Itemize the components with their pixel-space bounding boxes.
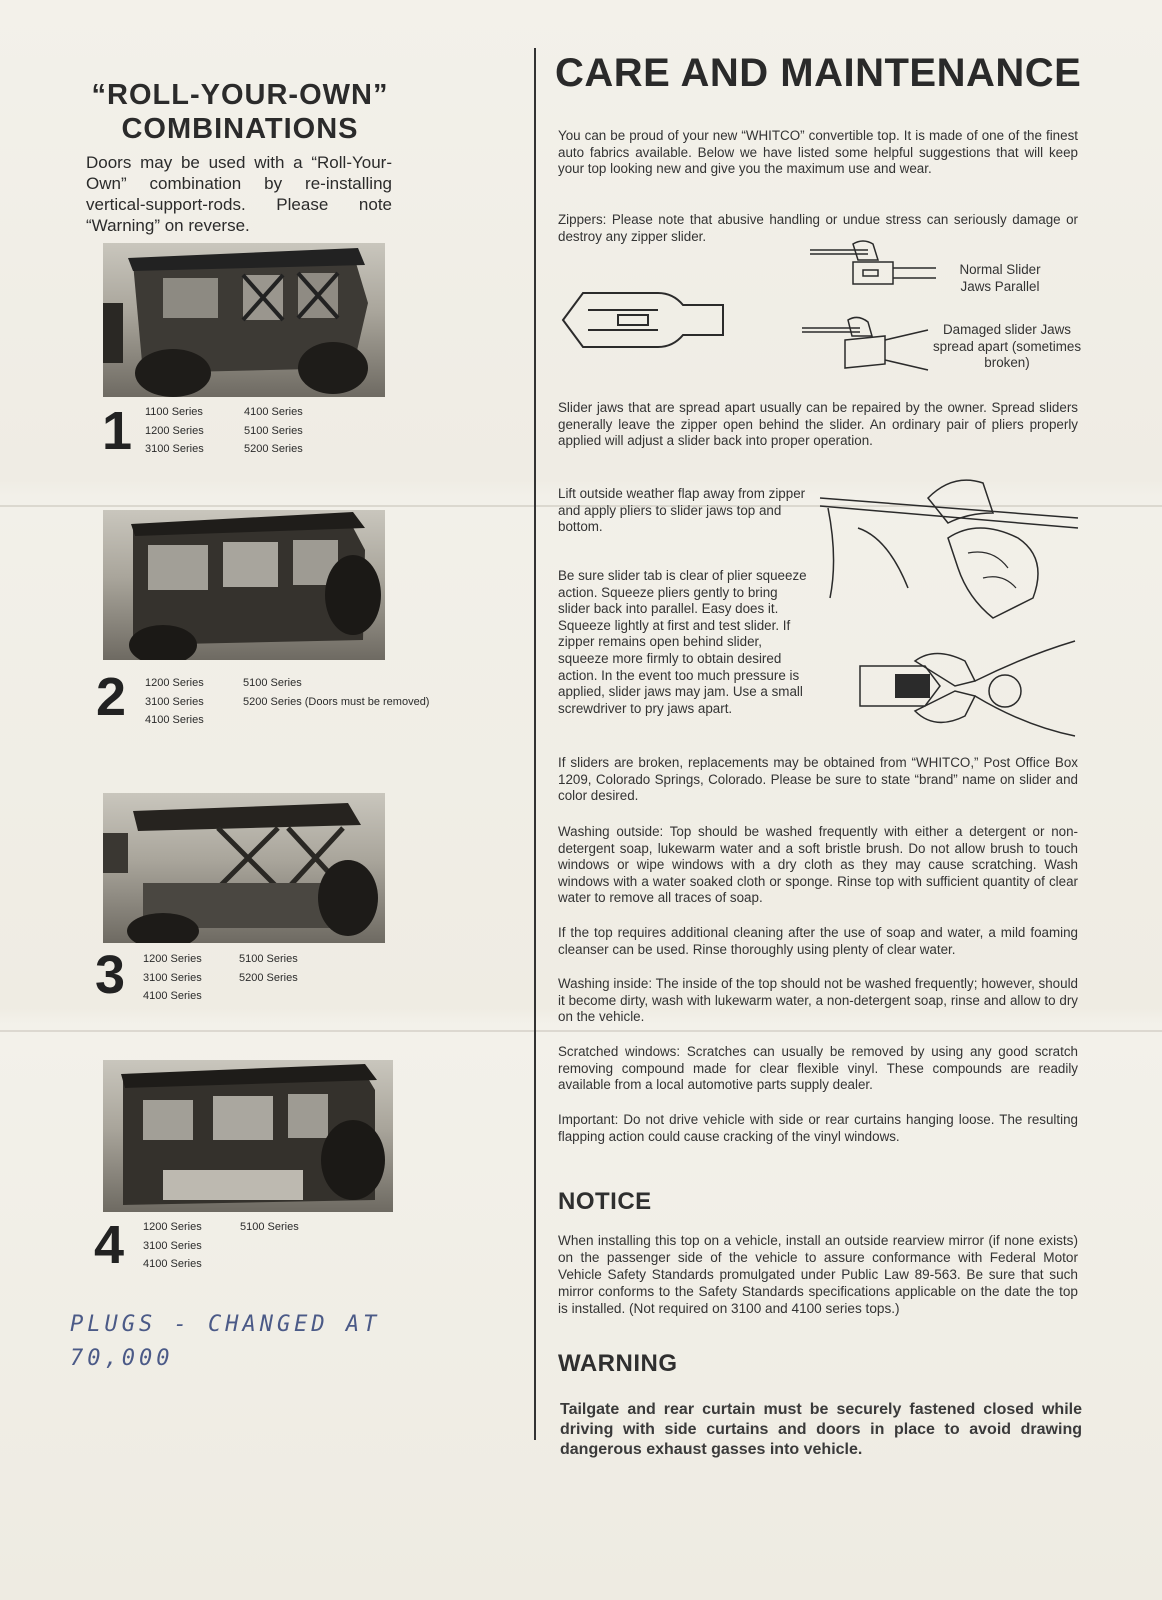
washing-outside-paragraph: Washing outside: Top should be washed frequently with either a detergent or non-detergent soap, lukewarm water and a soft bristle brush. Do not allow brush to touch windows or wipe windows with a dry cloth as they may cause scratching. Wash windows with a water soaked cloth or sponge. Rinse top with sufficient quantity of clear water to remove all traces of soap. <box>558 824 1078 906</box>
series-item: 5100 Series <box>239 953 298 965</box>
series-item: 5100 Series <box>244 424 303 437</box>
washing-inside-paragraph: Washing inside: The inside of the top should not be washed frequently; however, should it become dirty, wash with lukewarm water, a non-detergent soap, rinse and allow to dry on the vehicle. <box>558 976 1078 1025</box>
series-item: 5200 Series (Doors must be removed) <box>243 695 430 708</box>
series-item: 1200 Series <box>145 424 204 437</box>
series-item: 1200 Series <box>145 677 204 689</box>
pliers-icon <box>855 636 1080 746</box>
series-item: 5100 Series <box>243 677 302 689</box>
care-maintenance-title: CARE AND MAINTENANCE <box>555 51 1082 95</box>
combo-4-photo <box>103 1060 393 1212</box>
combo-4-series-col1 <box>143 1218 202 1274</box>
hand-pliers-icon <box>818 468 1080 628</box>
series-item: 4100 Series <box>244 406 303 418</box>
column-divider <box>534 48 536 1440</box>
notice-paragraph: When installing this top on a vehicle, install an outside rearview mirror (if none exists) on the passenger side of the vehicle to assure conformance with Federal Motor Vehicle Safety Standards promulgated under Public Law 89-563. Be sure that such mirror conforms to the Safety Standards specifications applicable on the date the top is installed. (Not required on 3100 and 4100 series tops.) <box>558 1233 1078 1316</box>
combo-1-series-col1 <box>145 403 204 459</box>
intro-paragraph: You can be proud of your new “WHITCO” convertible top. It is made of one of the finest auto fabrics available. Below we have listed some helpful suggestions that will keep your top looking new and give you the maximum use and wear. <box>558 128 1078 177</box>
combo-2-photo <box>103 510 385 660</box>
normal-slider-label: Normal Slider Jaws Parallel <box>959 262 1041 294</box>
damaged-slider-icon <box>800 316 930 376</box>
zippers-paragraph: Zippers: Please note that abusive handling or undue stress can seriously damage or destroy any zipper slider. <box>558 212 1078 244</box>
series-item: 5200 Series <box>244 443 303 455</box>
slider-jaws-paragraph: Slider jaws that are spread apart usually can be repaired by the owner. Spread sliders generally leave the zipper open behind the slider. An ordinary pair of pliers properly applied will adjust a slider back into proper operation. <box>558 400 1078 449</box>
important-paragraph: Important: Do not drive vehicle with side or rear curtains hanging loose. The resulting flapping action could cause cracking of the vinyl windows. <box>558 1112 1078 1144</box>
combo-3-photo <box>103 793 385 943</box>
combo-3-series-col2 <box>239 950 298 987</box>
series-item: 3100 Series <box>145 695 204 708</box>
broken-sliders-paragraph: If sliders are broken, replacements may be obtained from “WHITCO,” Post Office Box 1209, Colorado Springs, Colorado. Please be sure to state “brand” name on slider and color desired. <box>558 755 1078 804</box>
series-item: 4100 Series <box>145 714 204 726</box>
series-item: 4100 Series <box>143 1258 202 1270</box>
title-line-1: “ROLL-YOUR-OWN” <box>91 79 389 111</box>
series-item: 3100 Series <box>145 443 204 455</box>
series-item: 3100 Series <box>143 1239 202 1252</box>
series-item: 3100 Series <box>143 971 202 984</box>
notice-heading: NOTICE <box>558 1188 652 1215</box>
series-item: 5100 Series <box>240 1221 299 1233</box>
handwriting-line-1: PLUGS - CHANGED AT <box>70 1312 381 1337</box>
series-item: 1200 Series <box>143 1221 202 1233</box>
roll-your-own-intro: Doors may be used with a “Roll-Your-Own” combination by re-installing vertical-support-rods. Please note “Warning” on reverse. <box>86 153 392 235</box>
lift-flap-paragraph: Lift outside weather flap away from zipper and apply pliers to slider jaws top and bottom. <box>558 486 806 535</box>
normal-slider-icon <box>808 240 938 295</box>
series-item: 4100 Series <box>143 990 202 1002</box>
series-item: 5200 Series <box>239 971 298 984</box>
combo-3-number: 3 <box>95 945 126 1005</box>
combo-1-number: 1 <box>102 401 133 461</box>
warning-heading: WARNING <box>558 1350 678 1377</box>
squeeze-paragraph: Be sure slider tab is clear of plier squeeze action. Squeeze pliers gently to bring slider back into parallel. Easy does it. Squeeze lightly at first and test slider. If zipper remains open behind slider, squeeze more firmly to obtain desired action. In the event too much pressure is applied, slider jaws may jam. Use a small screwdriver to pry jaws apart. <box>558 568 807 716</box>
handwriting-line-2: 70,000 <box>70 1346 174 1371</box>
combo-2-series-col2 <box>243 674 429 711</box>
roll-your-own-title <box>60 78 420 146</box>
scratched-windows-paragraph: Scratched windows: Scratches can usually be removed by using any good scratch removing compound made for clear flexible vinyl. These compounds are readily available from a local automotive parts supply dealer. <box>558 1044 1078 1093</box>
handwritten-note <box>70 1308 380 1376</box>
damaged-slider-label: Damaged slider Jaws spread apart (sometimes broken) <box>932 322 1082 370</box>
combo-2-series-col1 <box>145 674 204 730</box>
title-line-2: COMBINATIONS <box>121 113 359 145</box>
combo-3-series-col1 <box>143 950 202 1006</box>
series-item: 1100 Series <box>145 406 203 418</box>
series-item: 1200 Series <box>143 953 202 965</box>
combo-1-series-col2 <box>244 403 303 459</box>
zipper-slider-icon <box>558 285 728 355</box>
fold-line <box>0 1030 1162 1032</box>
combo-1-photo <box>103 243 385 397</box>
combo-4-series-col2 <box>240 1218 299 1237</box>
combo-4-number: 4 <box>94 1215 125 1275</box>
warning-paragraph: Tailgate and rear curtain must be securely fastened closed while driving with side curtains and doors in place to avoid drawing dangerous exhaust gasses into vehicle. <box>560 1401 1082 1458</box>
combo-2-number: 2 <box>96 667 127 727</box>
additional-cleaning-paragraph: If the top requires additional cleaning after the use of soap and water, a mild foaming cleanser can be used. Rinse thoroughly using plenty of clear water. <box>558 925 1078 957</box>
